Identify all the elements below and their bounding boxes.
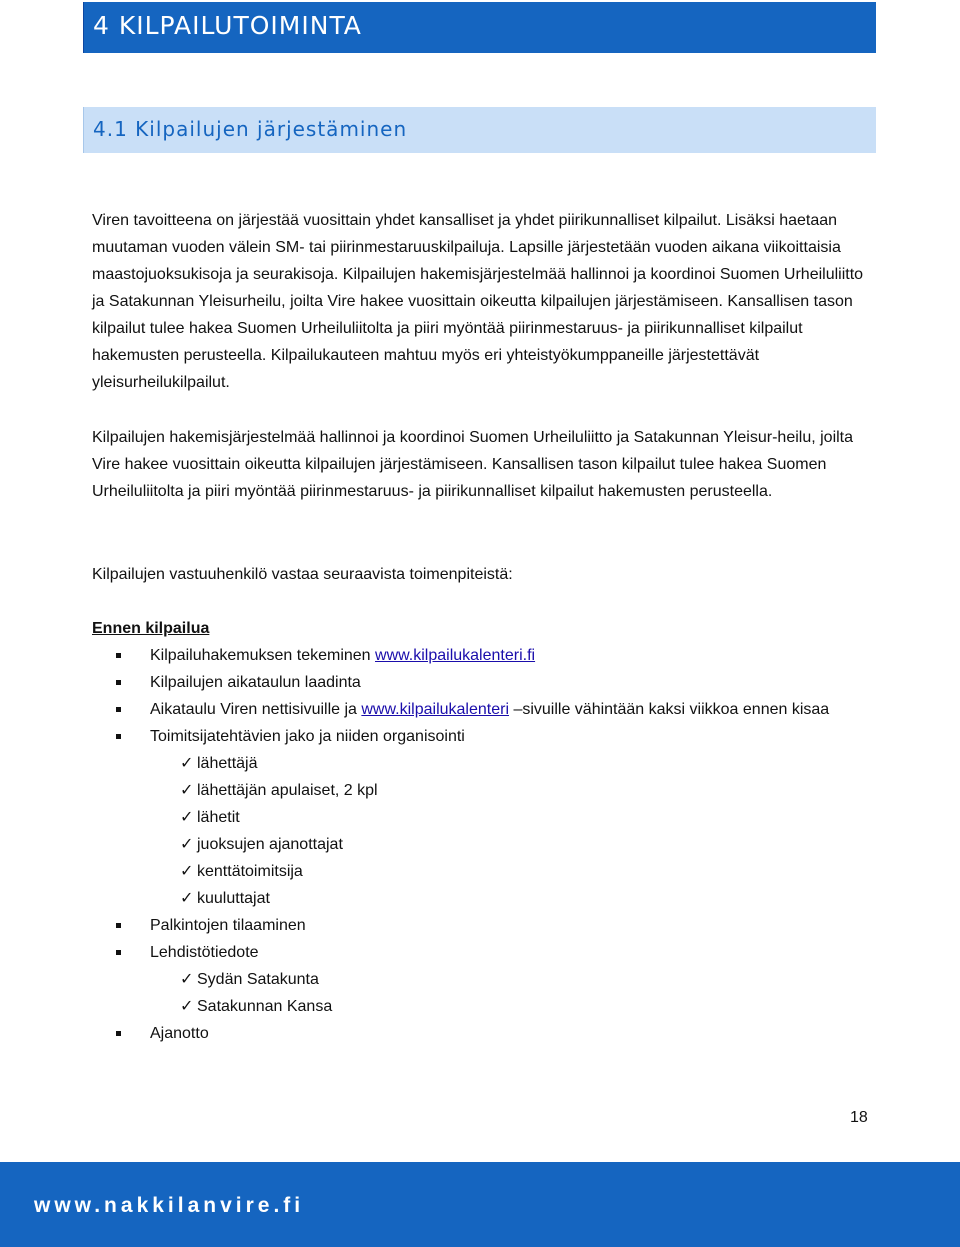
kilpailukalenteri-link[interactable]: www.kilpailukalenteri.fi <box>375 647 536 664</box>
sub-list-item: ✓ lähettäjä <box>92 750 882 777</box>
list-item <box>92 1020 882 1047</box>
system-paragraph: Kilpailujen hakemisjärjestelmää hallinnoi ja koordinoi Suomen Urheiluliitto ja Satakunnan Yleisur-heilu, joilta Vire hakee vuosittain oikeutta kilpailujen järjestämiseen. Kansallisen tason kilpailut tulee hakea Suomen Urheiluliitolta ja piiri myöntää piirinmestaruus- ja piirikunnalliset kilpailut hakemusten perusteella. <box>92 429 854 500</box>
section-title: 4.1 Kilpailujen järjestäminen <box>93 117 408 141</box>
intro-paragraph: Viren tavoitteena on järjestää vuosittain yhdet kansalliset ja yhdet piirikunnalliset kilpailut. Lisäksi haetaan muutaman vuoden välein SM- tai piirinmestaruuskilpailuja. Lapsille järjestetään vuoden aikana viikoittaisia maastojuoksukisoja ja seurakisoja. Kilpailujen hakemisjärjestelmää hallinnoi ja koordinoi Suomen Urheiluliitto ja Satakunnan Yleisurheilu, joilta Vire hakee vuosittain oikeutta kilpailujen järjestämiseen. Kansallisen tason kilpailut tulee hakea Suomen Urheiluliitolta ja piiri myöntää piirinmestaruus- ja piirikunnalliset kilpailut hakemusten perusteella. Kilpailukauteen mahtuu myös eri yhteistyökumppaneille järjestettävät yleisurheilukilpailut. <box>92 212 864 391</box>
checkmark-icon: ✓ <box>180 782 194 799</box>
page-number: 18 <box>850 1109 868 1126</box>
list-item-text: Toimitsijatehtävien jako ja niiden organisointi <box>150 728 465 745</box>
list-item <box>92 669 882 696</box>
chapter-heading-bar <box>83 2 876 53</box>
footer-url: www.nakkilanvire.fi <box>34 1194 305 1217</box>
list-item <box>92 696 882 723</box>
list-item <box>92 939 882 966</box>
task-list <box>92 642 882 1047</box>
checkmark-icon: ✓ <box>180 890 194 907</box>
square-bullet-icon <box>116 653 121 658</box>
sub-list-item: ✓ juoksujen ajanottajat <box>92 831 882 858</box>
section-heading-bar <box>83 107 876 153</box>
checkmark-icon: ✓ <box>180 755 194 772</box>
square-bullet-icon <box>116 707 121 712</box>
list-item-text: Aikataulu Viren nettisivuille ja <box>150 701 362 718</box>
list-item-text: Kilpailujen aikataulun laadinta <box>150 674 361 691</box>
kilpailukalenteri-link-2[interactable]: www.kilpailukalenteri <box>361 701 509 718</box>
list-item-text: Kilpailuhakemuksen tekeminen <box>150 647 376 664</box>
square-bullet-icon <box>116 923 121 928</box>
sub-list-item: ✓ kenttätoimitsija <box>92 858 882 885</box>
checkmark-icon: ✓ <box>180 998 194 1015</box>
list-item-text-after: –sivuille vähintään kaksi viikkoa ennen kisaa <box>509 701 830 718</box>
list-item-text: Lehdistötiedote <box>150 944 259 961</box>
list-item-text: Palkintojen tilaaminen <box>150 917 306 934</box>
checkmark-icon: ✓ <box>180 809 194 826</box>
square-bullet-icon <box>116 1031 121 1036</box>
sub-list-item: ✓ Sydän Satakunta <box>92 966 882 993</box>
list-item <box>92 642 882 669</box>
chapter-heading: 4 KILPAILUTOIMINTA <box>93 11 362 40</box>
sub-list-item: ✓ lähetit <box>92 804 882 831</box>
square-bullet-icon <box>116 680 121 685</box>
square-bullet-icon <box>116 734 121 739</box>
responsibilities-intro: Kilpailujen vastuuhenkilö vastaa seuraavista toimenpiteistä: <box>92 566 513 583</box>
list-item-text: Ajanotto <box>150 1025 209 1042</box>
checkmark-icon: ✓ <box>180 971 194 988</box>
square-bullet-icon <box>116 950 121 955</box>
sub-list-item: ✓ Satakunnan Kansa <box>92 993 882 1020</box>
checkmark-icon: ✓ <box>180 836 194 853</box>
list-item <box>92 912 882 939</box>
before-competition-heading: Ennen kilpailua <box>92 620 210 637</box>
list-item <box>92 723 882 750</box>
footer-bar <box>0 1162 960 1247</box>
sub-list-item: ✓ lähettäjän apulaiset, 2 kpl <box>92 777 882 804</box>
checkmark-icon: ✓ <box>180 863 194 880</box>
sub-list-item: ✓ kuuluttajat <box>92 885 882 912</box>
